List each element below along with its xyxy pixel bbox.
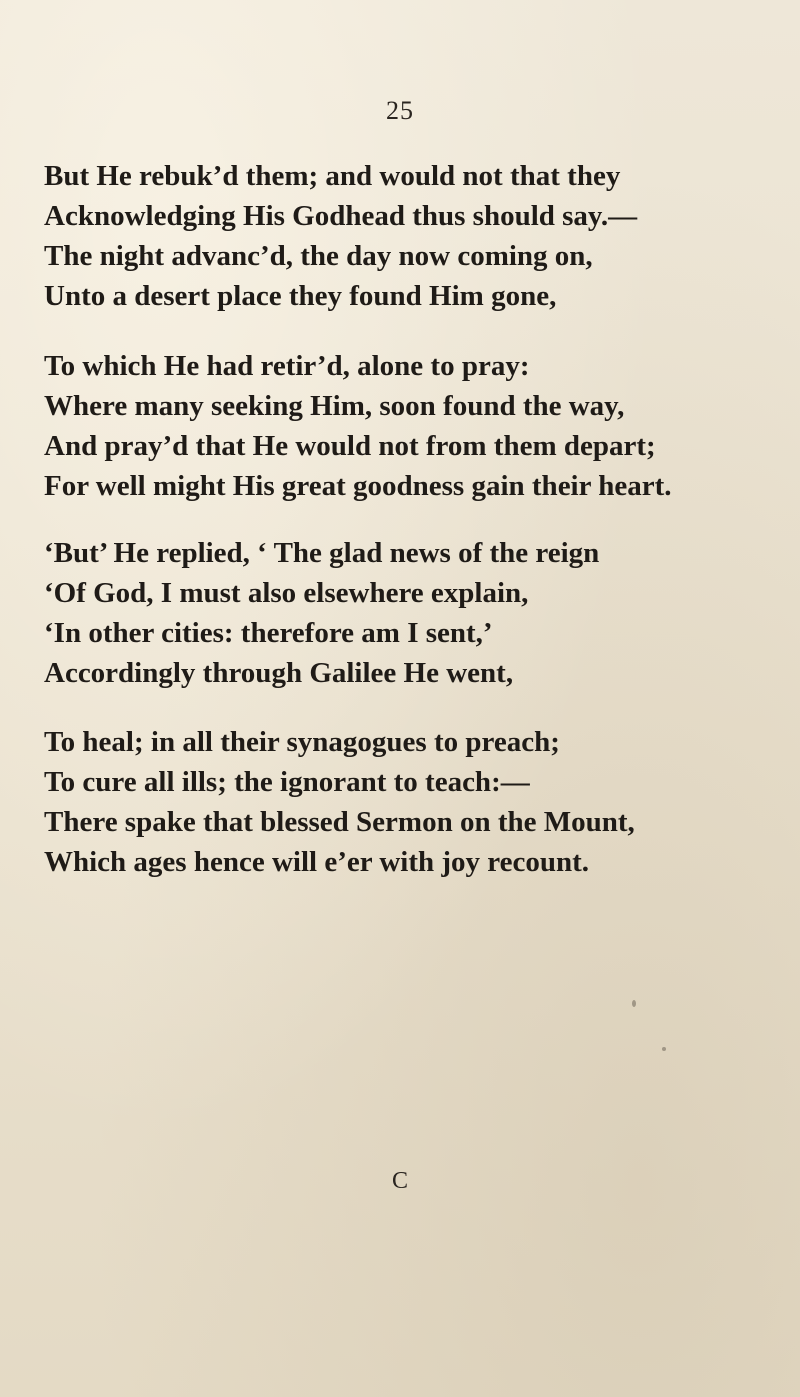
verse-line: For well might His great goodness gain their heart. <box>44 470 672 502</box>
verse-line: To which He had retir’d, alone to pray: <box>44 350 530 382</box>
stanza-1 <box>44 156 764 316</box>
verse-line: Accordingly through Galilee He went, <box>44 657 514 689</box>
ink-speck <box>662 1047 666 1051</box>
verse-line: ‘In other cities: therefore am I sent,’ <box>44 617 493 649</box>
page-number: 25 <box>386 96 414 125</box>
signature-mark: C <box>391 1168 408 1194</box>
verse-line: ‘But’ He replied, ‘ The glad news of the reign <box>44 537 600 569</box>
stanza-2 <box>44 346 764 506</box>
verse-line: But He rebuk’d them; and would not that they <box>44 160 621 192</box>
verse-line: ‘Of God, I must also elsewhere explain, <box>44 577 529 609</box>
verse-line: The night advanc’d, the day now coming on, <box>44 240 593 272</box>
verse-line: Acknowledging His Godhead thus should say.— <box>44 200 638 232</box>
stanza-3 <box>44 533 764 693</box>
verse-line: And pray’d that He would not from them depart; <box>44 430 656 462</box>
verse-line: To cure all ills; the ignorant to teach:— <box>44 766 530 798</box>
stanza-4 <box>44 722 764 882</box>
verse-line: Which ages hence will e’er with joy recount. <box>44 846 590 878</box>
verse-line: Where many seeking Him, soon found the way, <box>44 390 625 422</box>
verse-line: To heal; in all their synagogues to preach; <box>44 726 560 758</box>
ink-speck <box>632 1000 636 1007</box>
verse-line: Unto a desert place they found Him gone, <box>44 280 557 312</box>
verse-line: There spake that blessed Sermon on the Mount, <box>44 806 635 838</box>
